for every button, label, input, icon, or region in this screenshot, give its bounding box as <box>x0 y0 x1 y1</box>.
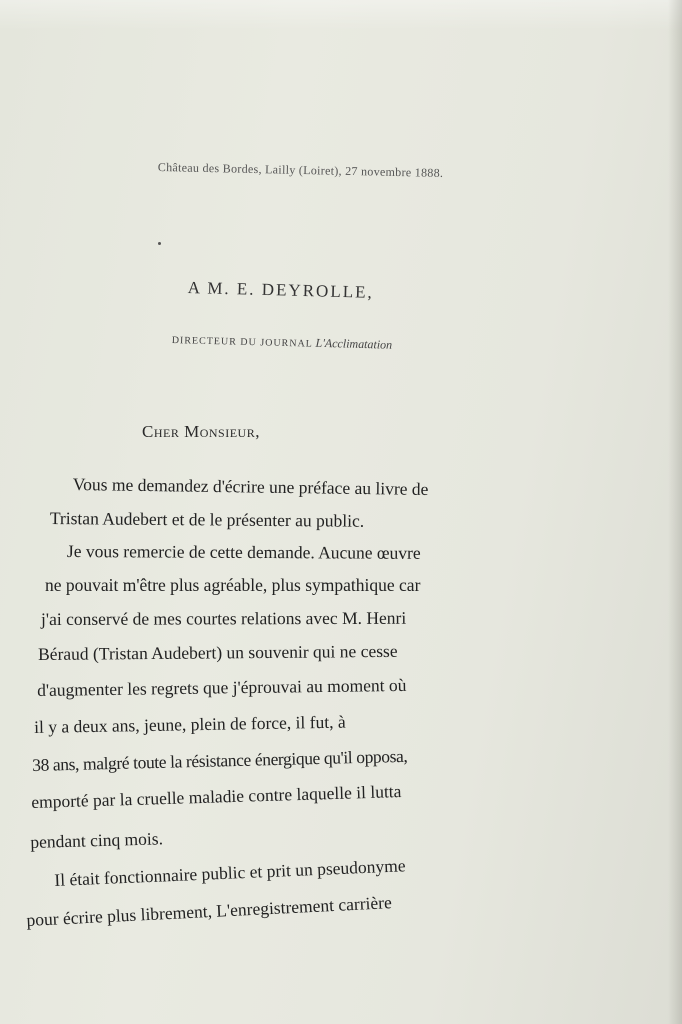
subtitle-prefix: DIRECTEUR DU JOURNAL <box>171 334 313 350</box>
page-top-shade <box>0 0 682 30</box>
body-line: j'ai conservé de mes courtes relations avec M. Henri <box>41 607 407 629</box>
body-line: emporté par la cruelle maladie contre laquelle il lutta <box>31 781 402 812</box>
body-line: Vous me demandez d'écrire une préface au livre de <box>72 474 429 499</box>
addressee-heading: A M. E. DEYROLLE, <box>187 278 374 302</box>
body-line: il y a deux ans, jeune, plein de force, il fut, à <box>34 711 346 737</box>
body-line: pendant cinq mois. <box>30 828 164 852</box>
body-line: Tristan Audebert et de le présenter au public. <box>49 508 365 531</box>
salutation: Cher Monsieur, <box>142 422 260 441</box>
body-line: pour écrire plus librement, L'enregistrement carrière <box>26 892 393 930</box>
body-line: Il était fonctionnaire public et prit un pseudonyme <box>54 855 406 890</box>
body-line: Béraud (Tristan Audebert) un souvenir qui ne cesse <box>38 640 398 664</box>
body-line: ne pouvait m'être plus agréable, plus sympathique car <box>45 575 421 595</box>
ink-dot <box>158 242 161 245</box>
body-line: 38 ans, malgré toute la résistance énergique qu'il opposa, <box>32 745 408 775</box>
body-line: Je vous remercie de cette demande. Aucune œuvre <box>66 541 421 563</box>
dateline: Château des Bordes, Lailly (Loiret), 27 novembre 1888. <box>157 160 444 180</box>
body-line: d'augmenter les regrets que j'éprouvai au moment où <box>37 674 407 700</box>
journal-name: L'Acclimatation <box>315 335 393 352</box>
page-edge-shadow <box>668 0 682 1024</box>
addressee-subtitle <box>172 332 393 353</box>
